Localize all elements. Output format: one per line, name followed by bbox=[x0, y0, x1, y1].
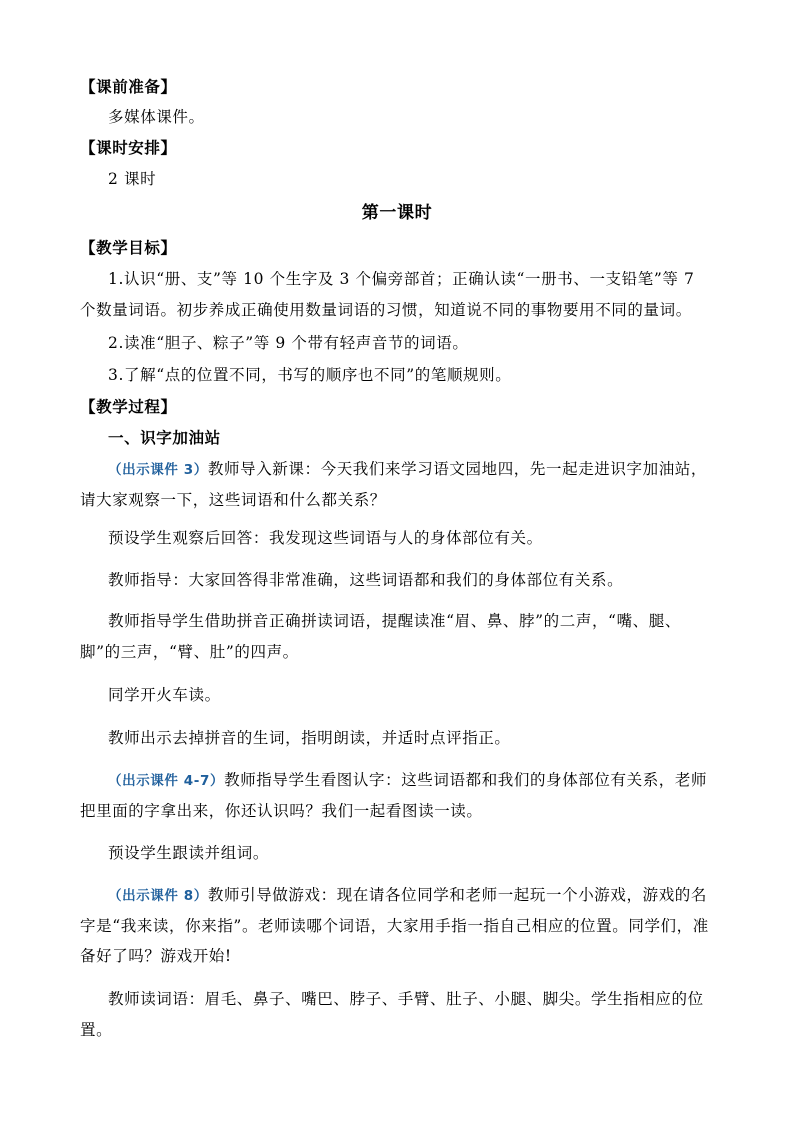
paragraph-9-line-3: 备好了吗？游戏开始! bbox=[80, 947, 232, 965]
paragraph-9-line-1 bbox=[108, 885, 707, 906]
paragraph-4-line-1: 教师指导学生借助拼音正确拼读词语，提醒读准“眉、鼻、脖”的二声，“嘴、腿、 bbox=[108, 612, 681, 630]
section-1-title: 一、识字加油站 bbox=[108, 429, 221, 447]
goals-heading: 【教学目标】 bbox=[80, 239, 177, 257]
paragraph-10-line-2: 置。 bbox=[80, 1021, 113, 1039]
paragraph-7-text: 教师指导学生看图认字：这些词语都和我们的身体部位有关系，老师 bbox=[224, 771, 708, 789]
goal-item-1-line-1: 1.认识“册、支”等 10 个生字及 3 个偏旁部首；正确认读“一册书、一支铅笔”等 7 bbox=[108, 270, 695, 288]
paragraph-2: 预设学生观察后回答：我发现这些词语与人的身体部位有关。 bbox=[108, 529, 543, 547]
lesson-title: 第一课时 bbox=[361, 203, 433, 223]
goal-item-1-line-2: 个数量词语。初步养成正确使用数量词语的习惯，知道说不同的事物要用不同的量词。 bbox=[80, 301, 692, 319]
schedule-content: 2 课时 bbox=[108, 170, 157, 188]
paragraph-5: 同学开火车读。 bbox=[108, 686, 221, 704]
paragraph-7-line-2: 把里面的字拿出来，你还认识吗？我们一起看图读一读。 bbox=[80, 802, 483, 820]
paragraph-4-line-2: 脚”的三声，“臂、肚”的四声。 bbox=[80, 643, 299, 661]
paragraph-1-text: 教师导入新课：今天我们来学习语文园地四，先一起走进识字加油站， bbox=[207, 460, 708, 478]
paragraph-7-line-1 bbox=[108, 770, 707, 791]
prep-content: 多媒体课件。 bbox=[108, 108, 205, 126]
paragraph-3: 教师指导：大家回答得非常准确，这些词语都和我们的身体部位有关系。 bbox=[108, 571, 624, 589]
paragraph-9-line-2: 字是“我来读，你来指”。老师读哪个词语，大家用手指一指自己相应的位置。同学们，准 bbox=[80, 917, 709, 935]
goal-item-3: 3.了解“点的位置不同，书写的顺序也不同”的笔顺规则。 bbox=[108, 366, 512, 384]
process-heading: 【教学过程】 bbox=[80, 398, 177, 416]
paragraph-1-line-1 bbox=[108, 459, 707, 480]
schedule-heading: 【课时安排】 bbox=[80, 139, 177, 157]
paragraph-9-text: 教师引导做游戏：现在请各位同学和老师一起玩一个小游戏，游戏的名 bbox=[207, 886, 708, 904]
paragraph-10-line-1: 教师读词语：眉毛、鼻子、嘴巴、脖子、手臂、肚子、小腿、脚尖。学生指相应的位 bbox=[108, 990, 704, 1008]
goal-item-2: 2.读准“胆子、粽子”等 9 个带有轻声音节的词语。 bbox=[108, 334, 469, 352]
prep-heading: 【课前准备】 bbox=[80, 78, 177, 96]
slide-tag: （出示课件 8） bbox=[108, 888, 208, 904]
slide-tag: （出示课件 4-7） bbox=[108, 773, 225, 789]
paragraph-1-line-2: 请大家观察一下，这些词语和什么都关系？ bbox=[80, 491, 386, 509]
paragraph-8: 预设学生跟读并组词。 bbox=[108, 844, 270, 862]
slide-tag: （出示课件 3） bbox=[108, 462, 208, 478]
paragraph-6: 教师出示去掉拼音的生词，指明朗读，并适时点评指正。 bbox=[108, 729, 511, 747]
